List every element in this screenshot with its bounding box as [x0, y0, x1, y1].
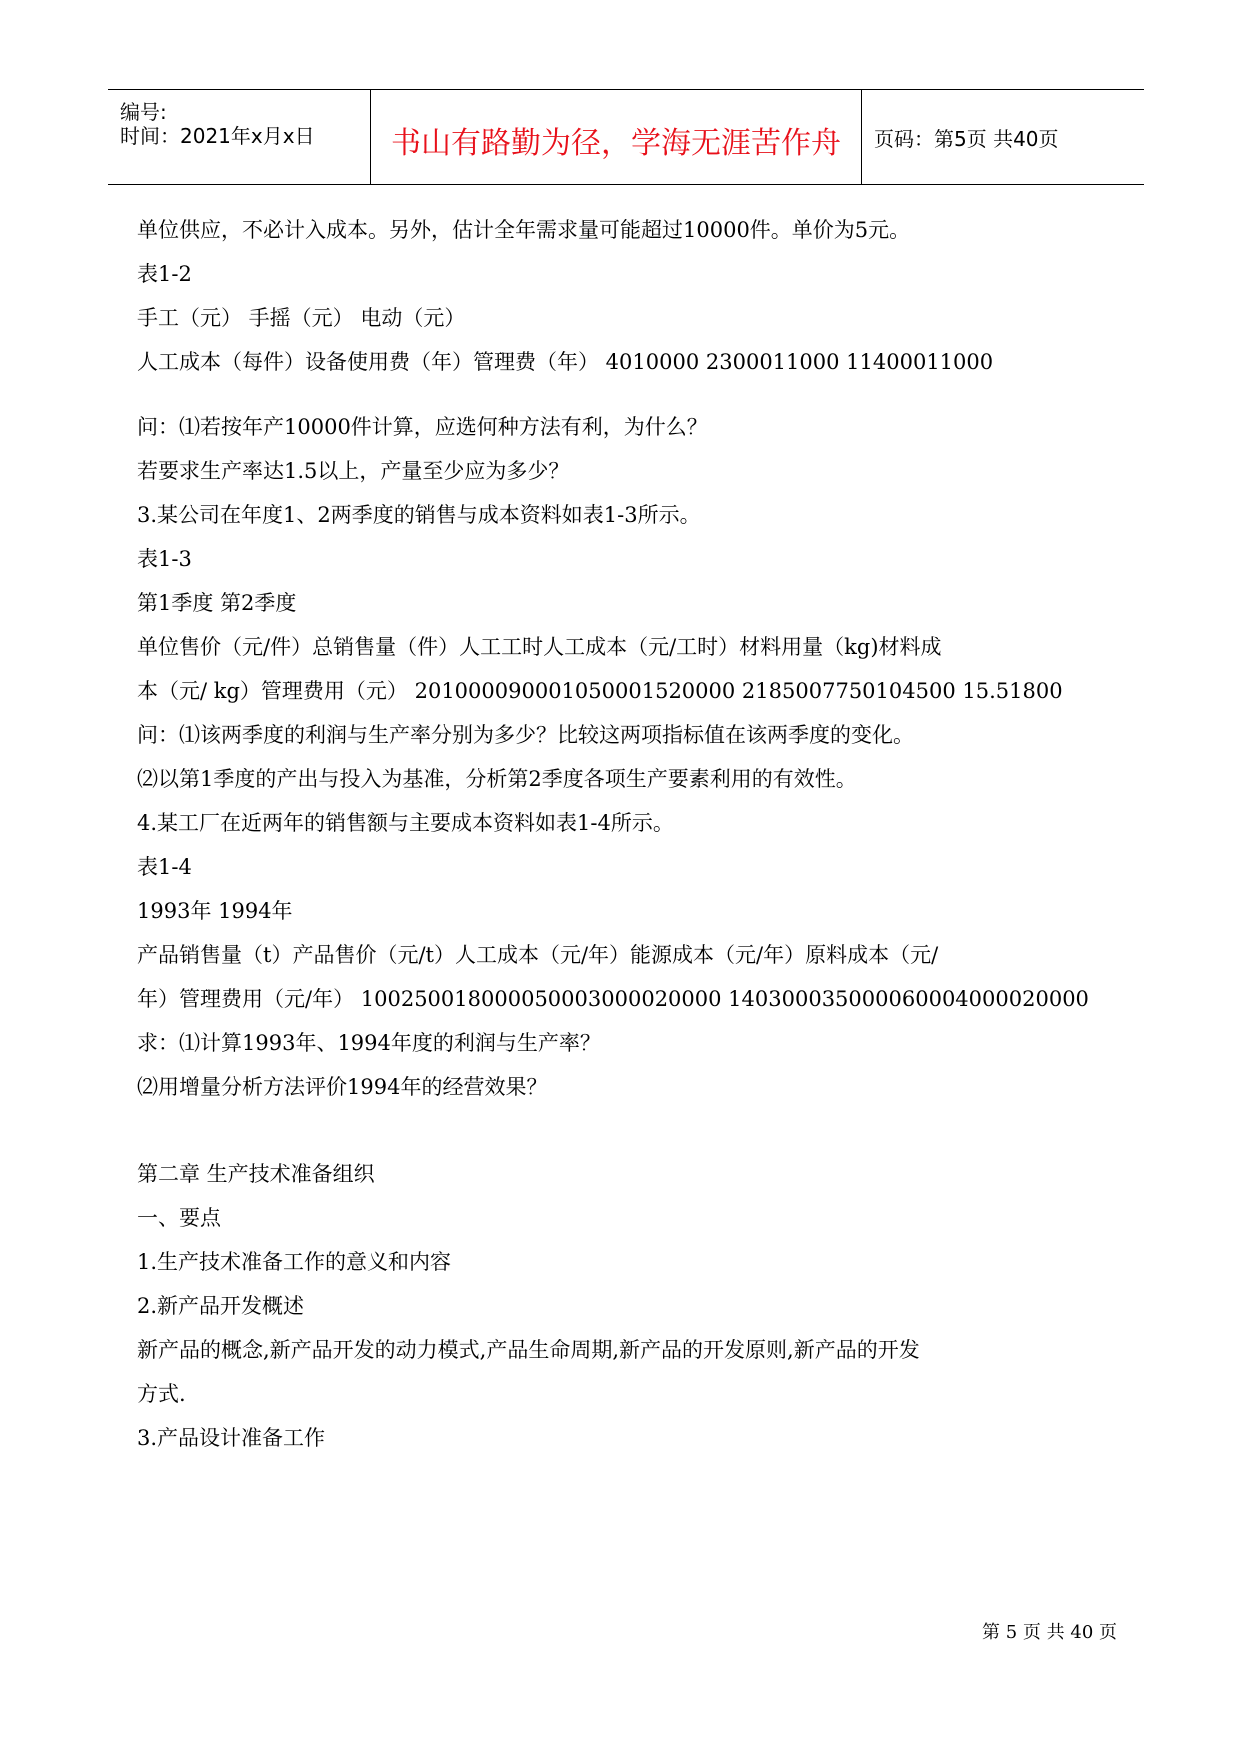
- body-line: 求：⑴计算1993年、1994年度的利润与生产率？: [137, 1031, 601, 1055]
- body-line: 2.新产品开发概述: [137, 1294, 305, 1318]
- body-line: 表1-3: [137, 547, 192, 571]
- header-motto: 书山有路勤为径，学海无涯苦作舟: [391, 126, 841, 161]
- body-line: 第1季度 第2季度: [137, 591, 297, 615]
- header-page-cell: [862, 90, 1144, 184]
- chapter-title: 第二章 生产技术准备组织: [137, 1162, 375, 1186]
- body-line: 表1-2: [137, 262, 192, 286]
- section-heading: 一、要点: [137, 1206, 221, 1230]
- body-line: 单位供应，不必计入成本。另外，估计全年需求量可能超过10000件。单价为5元。: [137, 218, 911, 242]
- body-line: ⑵以第1季度的产出与投入为基准，分析第2季度各项生产要素利用的有效性。: [137, 767, 857, 791]
- body-line: 若要求生产率达1.5以上，产量至少应为多少？: [137, 459, 570, 483]
- body-line: 人工成本（每件）设备使用费（年）管理费（年） 4010000 2300011000 11400011000: [137, 350, 994, 374]
- body-line: 新产品的概念,新产品开发的动力模式,产品生命周期,新产品的开发原则,新产品的开发: [137, 1338, 920, 1362]
- body-line: 单位售价（元/件）总销售量（件）人工工时人工成本（元/工时）材料用量（kg)材料成: [137, 635, 942, 659]
- body-line: 表1-4: [137, 855, 192, 879]
- body-line: 4.某工厂在近两年的销售额与主要成本资料如表1-4所示。: [137, 811, 674, 835]
- body-line: 1993年 1994年: [137, 899, 293, 923]
- body-line: 3.某公司在年度1、2两季度的销售与成本资料如表1-3所示。: [137, 503, 701, 527]
- body-line: 问：⑴该两季度的利润与生产率分别为多少？比较这两项指标值在该两季度的变化。: [137, 723, 914, 747]
- header-motto-cell: [371, 90, 862, 184]
- body-line: 问：⑴若按年产10000件计算，应选何种方法有利，为什么？: [137, 415, 708, 439]
- page-header: [108, 89, 1144, 185]
- body-line: 1.生产技术准备工作的意义和内容: [137, 1250, 452, 1274]
- body-line: 3.产品设计准备工作: [137, 1426, 326, 1450]
- page-footer: 第 5 页 共 40 页: [982, 1622, 1117, 1643]
- header-meta-cell: [108, 90, 371, 184]
- body-line: 方式.: [137, 1382, 186, 1406]
- body-line: ⑵用增量分析方法评价1994年的经营效果？: [137, 1075, 548, 1099]
- document-number-label: 编号:: [120, 100, 167, 124]
- body-line: 年）管理费用（元/年） 100250018000050003000020000 140300035000060004000020000: [137, 987, 1089, 1011]
- body-line: 本（元/ kg）管理费用（元） 2010000900010500015200​00 2185007750104500 15.51800: [137, 679, 1063, 703]
- body-line: 产品销售量（t）产品售价（元/t）人工成本（元/年）能源成本（元/年）原料成本（元/: [137, 943, 939, 967]
- header-page-number: 页码：第5页 共40页: [874, 127, 1059, 151]
- body-line: 手工（元） 手摇（元） 电动（元）: [137, 306, 466, 330]
- document-time-label: 时间：2021年x月x日: [120, 124, 315, 148]
